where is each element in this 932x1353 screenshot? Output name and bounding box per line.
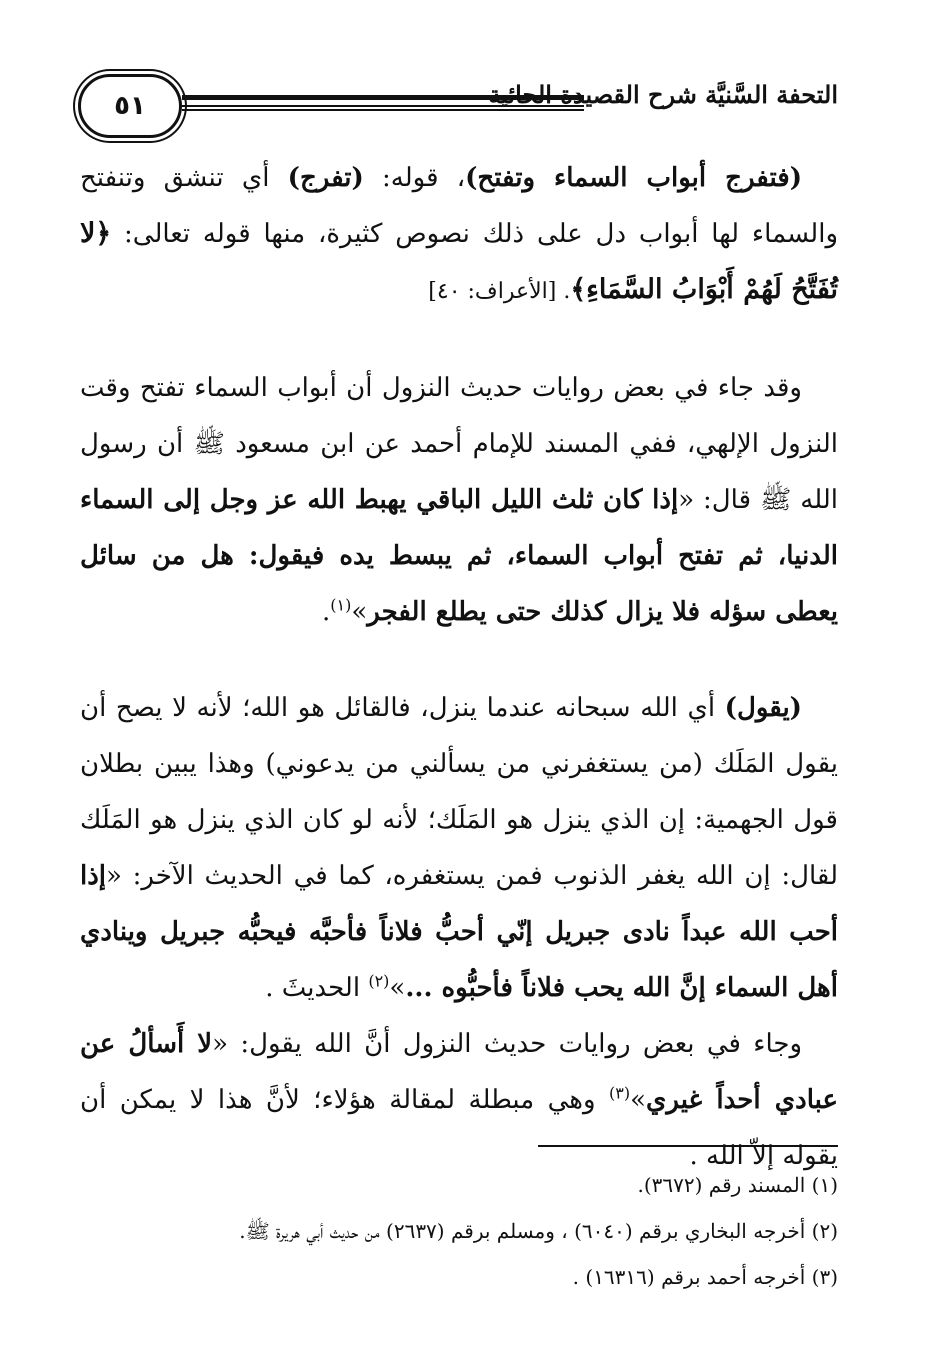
paragraph-3	[80, 680, 838, 1016]
footnote-separator	[538, 1145, 838, 1147]
text: »	[351, 597, 368, 627]
text: الحديثَ .	[265, 973, 369, 1003]
text: »	[389, 973, 406, 1003]
term: (يقول)	[724, 693, 802, 723]
footnote-marker: (٢)	[368, 971, 390, 991]
footnote-3: (٣) أخرجه أحمد برقم (١٦٣١٦) .	[572, 1265, 838, 1289]
hadith-quote: لا أَسألُ عن عبادي أحداً غيري	[80, 1029, 838, 1115]
header-rule-thin	[182, 109, 584, 111]
footnote-1: (١) المسند رقم (٣٦٧٢).	[637, 1173, 838, 1197]
hadith-quote: إذا أحب الله عبداً نادى جبريل إنّي أحبُّ فلاناً فأحبَّه فيحبُّه جبريل وينادي أهل السماء إنَّ الله يحب فلاناً فأحبُّوه ...	[80, 861, 838, 1003]
text: .	[321, 597, 331, 627]
footnote-marker: (١)	[330, 595, 352, 615]
text: أي تنشق وتنفتح والسماء لها أبواب دل على ذلك نصوص كثيرة، منها قوله تعالى:	[80, 163, 838, 249]
page-header	[78, 72, 838, 140]
footnotes	[80, 1162, 838, 1300]
term: (تفرج)	[287, 163, 364, 193]
quran-quote: ﴿لا تُفَتَّحُ لَهُمْ أَبْوَابُ السَّمَاءِ﴾	[80, 218, 838, 305]
quran-reference: . [الأعراف: ٤٠]	[428, 279, 571, 304]
main-text	[80, 150, 838, 1184]
text: أي الله سبحانه عندما ينزل، فالقائل هو الله؛ لأنه لا يصح أن يقول المَلَك (من يستغفرني من يسألني من يدعوني) وهذا يبين بطلان قول الجهمية: إن الذي ينزل هو المَلَك؛ لأنه لو كان الذي ينزل هو المَلَك لقال: إن الله يغفر الذنوب فمن يستغفره، كما في الحديث الآخر: «	[80, 693, 838, 891]
quoted-verse: (فتفرج أبواب السماء وتفتح)	[465, 163, 803, 193]
footnote-marker: (٣)	[609, 1083, 631, 1103]
text: وهي مبطلة لمقالة هؤلاء؛ لأنَّ هذا لا يمكن أن يقوله إلاّ الله .	[80, 1085, 838, 1171]
text: وجاء في بعض روايات حديث النزول أنَّ الله يقول: «	[212, 1029, 803, 1059]
paragraph-2	[80, 360, 838, 640]
hadith-quote: إذا كان ثلث الليل الباقي يهبط الله عز وجل إلى السماء الدنيا، ثم تفتح أبواب السماء، ثم يبسط يده فيقول: هل من سائل يعطى سؤله فلا يزال كذلك حتى يطلع الفجر	[80, 485, 838, 627]
text: »	[630, 1085, 647, 1115]
text: ، قوله:	[363, 163, 466, 193]
paragraph-1	[80, 150, 838, 320]
running-title: التحفة السَّنيَّة شرح القصيدة الحائية	[488, 80, 838, 109]
paragraph-4	[80, 1016, 838, 1184]
footnote-2: (٢) أخرجه البخاري برقم (٦٠٤٠) ، ومسلم برقم (٢٦٣٧) من حديث أبي هريرة ﷺ.	[239, 1219, 838, 1243]
page-number: ٥١	[78, 74, 182, 138]
text: وقد جاء في بعض روايات حديث النزول أن أبواب السماء تفتح وقت النزول الإلهي، ففي المسند للإمام أحمد عن ابن مسعود ﷺ أن رسول الله ﷺ قال: «	[80, 373, 838, 515]
